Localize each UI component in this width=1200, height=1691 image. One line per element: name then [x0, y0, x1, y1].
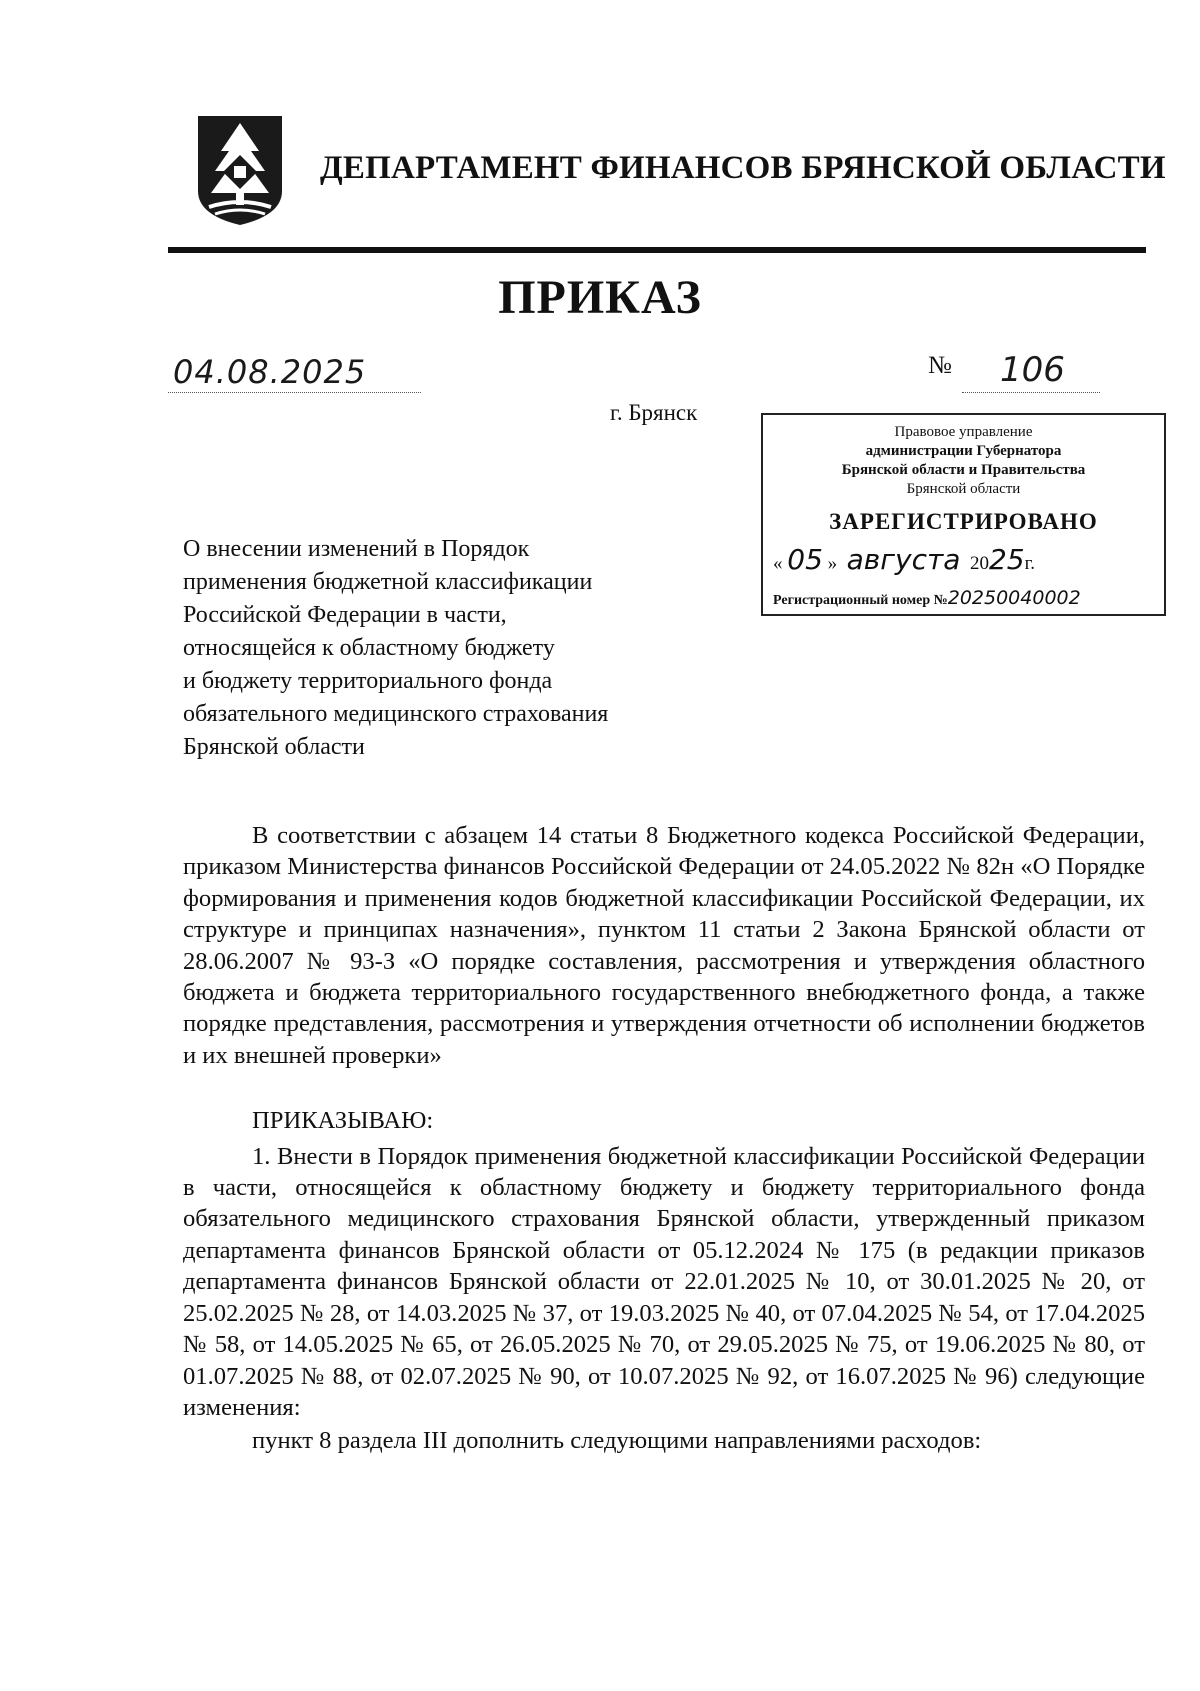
- subject-line: О внесении изменений в Порядок: [183, 536, 530, 562]
- subject-line: обязательного медицинского страхования: [183, 701, 609, 727]
- number-label: №: [928, 352, 952, 379]
- document-title: ПРИКАЗ: [498, 271, 702, 324]
- city: г. Брянск: [610, 400, 698, 425]
- number-underline: [962, 392, 1100, 393]
- registration-stamp: [761, 413, 1166, 616]
- department-name: ДЕПАРТАМЕНТ ФИНАНСОВ БРЯНСКОЙ ОБЛАСТИ: [320, 150, 1166, 186]
- stamp-line-3: Брянской области и Правительства: [841, 462, 1086, 478]
- order-word: ПРИКАЗЫВАЮ:: [252, 1107, 434, 1135]
- stamp-year-prefix: 20: [969, 553, 989, 574]
- stamp-regnum-label: Регистрационный номер №: [773, 593, 948, 608]
- date-underline: [168, 392, 421, 393]
- stamp-day: 05: [787, 543, 823, 576]
- subject-line: применения бюджетной классификации: [183, 569, 593, 595]
- order-item-1: 1. Внести в Порядок применения бюджетной классификации Российской Федерации в части, относящейся к областному бюджету и бюджету территориального фонда обязательного медицинского страхования Брянской области, утвержденный приказом департамента финансов Брянской области от 05.12.2024 № 175 (в редакции приказов департамента финансов Брянской области от 22.01.2025 № 10, от 30.01.2025 № 20, от 25.02.2025 № 28, от 14.03.2025 № 37, от 19.03.2025 № 40, от 07.04.2025 № 54, от 17.04.2025 № 58, от 14.05.2025 № 65, от 26.05.2025 № 70, от 29.05.2025 № 75, от 19.06.2025 № 80, от 01.07.2025 № 88, от 02.07.2025 № 90, от 10.07.2025 № 92, от 16.07.2025 № 96) следующие изменения:: [183, 1142, 1145, 1421]
- coat-of-arms-icon: [195, 113, 285, 228]
- header-divider: [168, 247, 1146, 253]
- subject-line: Брянской области: [183, 734, 365, 760]
- order-subject: [183, 533, 723, 764]
- order-item-1-sub: пункт 8 раздела III дополнить следующими направлениями расходов:: [252, 1427, 982, 1455]
- preamble-paragraph: В соответствии с абзацем 14 статьи 8 Бюджетного кодекса Российской Федерации, приказом Министерства финансов Российской Федерации от 24.05.2022 № 82н «О Порядке формирования и применения кодов бюджетной классификации Российской Федерации, их структуре и принципах назначения», пунктом 11 статьи 2 Закона Брянской области от 28.06.2007 № 93-З «О порядке составления, рассмотрения и утверждения областного бюджета и бюджета территориального государственного внебюджетного фонда, а также порядке представления, рассмотрения и утверждения отчетности об исполнении бюджетов и их внешней проверки»: [183, 822, 1145, 1069]
- stamp-year-unit: г.: [1024, 553, 1035, 574]
- stamp-line-1: Правовое управление: [894, 424, 1033, 440]
- stamp-year-suffix: 25: [988, 543, 1025, 576]
- subject-line: и бюджету территориального фонда: [183, 668, 553, 694]
- order-date: 04.08.2025: [173, 353, 367, 391]
- stamp-regnum: [773, 587, 1081, 609]
- stamp-line-2: администрации Губернатора: [865, 443, 1062, 459]
- stamp-registered: ЗАРЕГИСТРИРОВАНО: [829, 509, 1098, 534]
- stamp-date: « 05 » августа 2025г.: [773, 543, 1035, 576]
- order-number: 106: [1000, 350, 1065, 390]
- stamp-line-4: Брянской области: [906, 481, 1021, 497]
- stamp-regnum-value: 20250040002: [947, 587, 1081, 609]
- order-body: [183, 820, 1145, 1457]
- subject-line: Российской Федерации в части,: [183, 602, 507, 628]
- subject-line: относящейся к областному бюджету: [183, 635, 555, 661]
- stamp-month: августа: [846, 543, 961, 576]
